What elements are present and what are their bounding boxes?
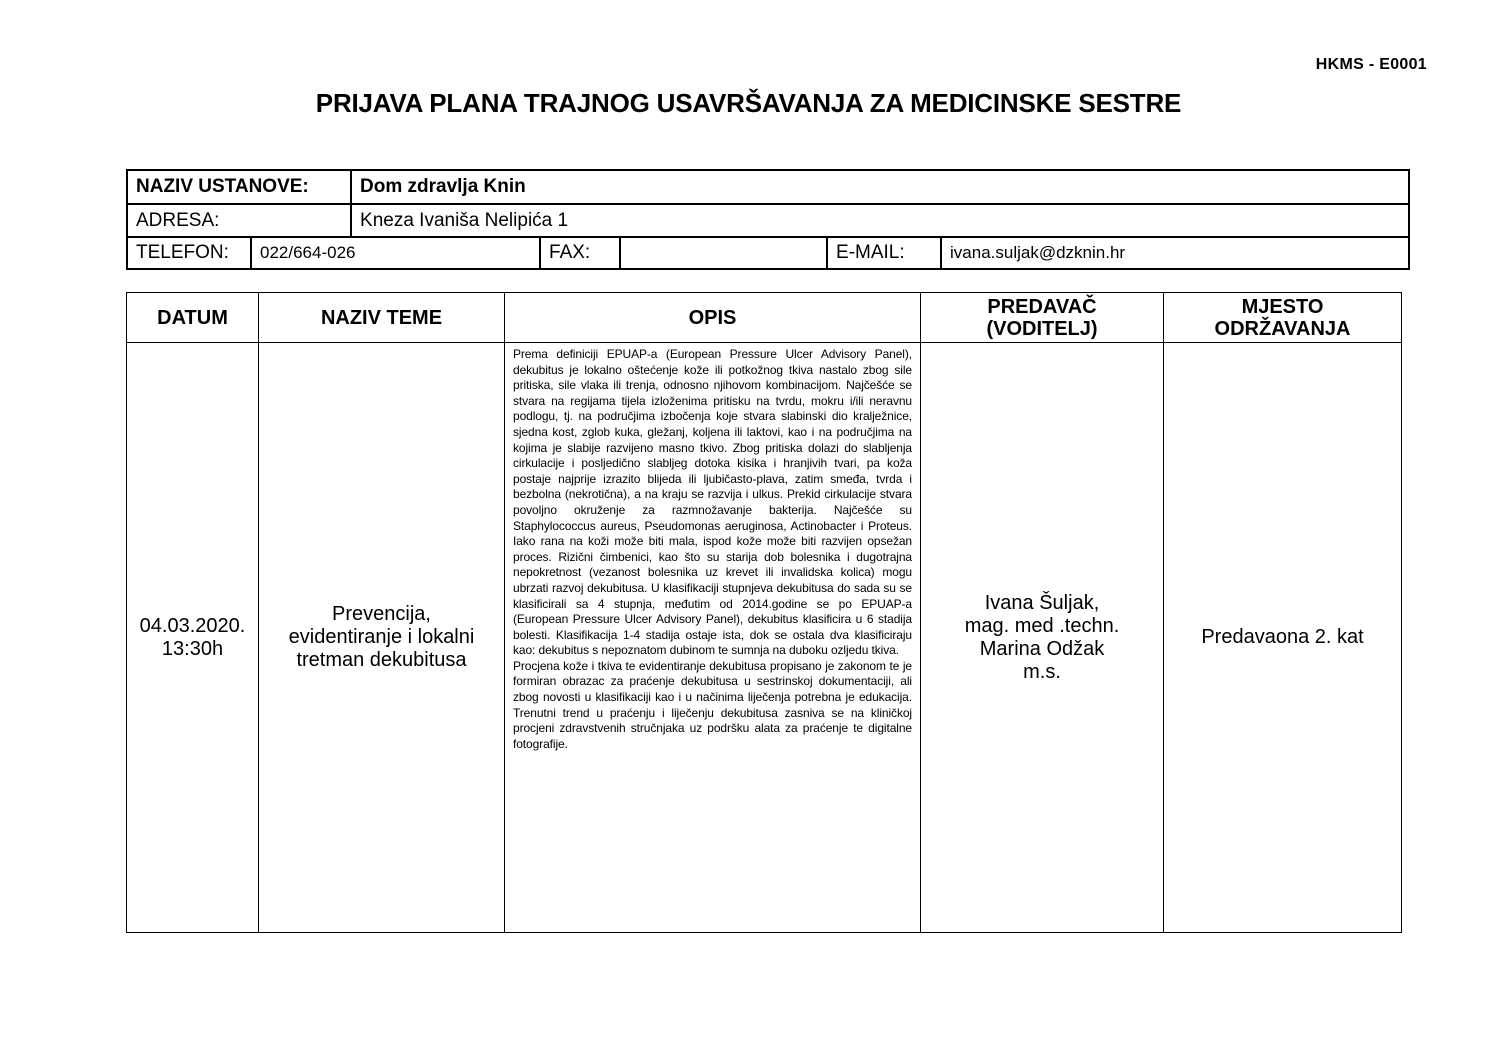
description-cell: [505, 343, 921, 933]
phone-label: TELEFON:: [127, 237, 251, 269]
fax-value: [620, 237, 827, 269]
lecturer-line-2: mag. med .techn.: [964, 614, 1120, 637]
column-header-datum: DATUM: [127, 293, 259, 343]
column-header-mjesto: [1164, 293, 1402, 343]
page-title: PRIJAVA PLANA TRAJNOG USAVRŠAVANJA ZA MEDICINSKE SESTRE: [315, 88, 1182, 118]
phone-value: 022/664-026: [251, 237, 540, 269]
education-plan-table: [126, 292, 1402, 933]
date-value: 04.03.2020.: [139, 614, 246, 637]
email-label: E-MAIL:: [827, 237, 941, 269]
topic-line-3: tretman dekubitusa: [296, 649, 467, 671]
lecturer-line-4: m.s.: [1023, 660, 1061, 683]
lecturer-line-3: Marina Odžak: [979, 637, 1105, 660]
topic-line-1: Prevencija,: [332, 603, 431, 625]
location-cell: [1164, 343, 1402, 933]
topic-cell: [259, 343, 505, 933]
email-value: ivana.suljak@dzknin.hr: [941, 237, 1409, 269]
topic-line-2: evidentiranje i lokalni: [288, 626, 475, 648]
institution-name-row: [127, 170, 1409, 204]
institution-contact-row: [127, 237, 1409, 269]
table-row: [127, 343, 1402, 933]
institution-info-table: [126, 169, 1410, 270]
predavac-header-line-1: PREDAVAČ: [987, 295, 1097, 318]
column-header-predavac: [921, 293, 1164, 343]
lecturer-cell: [921, 343, 1164, 933]
fax-label: FAX:: [540, 237, 620, 269]
description-paragraph-2: Procjena kože i tkiva te evidentiranje dekubitusa propisano je zakonom te je formiran obrazac za praćenje dekubitusa u sestrinskoj dokumentaciji, ali zbog novosti u klasifikaciji kao i u načinima liječenja potrebna je edukacija. Trenutni trend u praćenju i liječenju dekubitusa zasniva se na kliničkoj procjeni zdravstvenih stručnjaka uz podršku alata za praćenje te digitalne fotografije.: [513, 658, 912, 751]
column-header-opis: OPIS: [505, 293, 921, 343]
institution-name-label: NAZIV USTANOVE:: [127, 170, 351, 204]
mjesto-header-line-2: ODRŽAVANJA: [1214, 317, 1351, 340]
date-cell: [127, 343, 259, 933]
institution-name-value: Dom zdravlja Knin: [351, 170, 1409, 204]
institution-address-row: [127, 204, 1409, 237]
lecturer-line-1: Ivana Šuljak,: [984, 591, 1100, 614]
address-value: Kneza Ivaniša Nelipića 1: [351, 204, 1409, 237]
description-paragraph-1: Prema definiciji EPUAP-a (European Pressure Ulcer Advisory Panel), dekubitus je lokalno oštećenje kože ili potkožnog tkiva nastalo zbog sile pritiska, sile vlaka ili trenja, odnosno njihovom kombinacijom. Najčešće se stvara na regijama tijela izloženima pritisku na tvrdu, mokru i/ili neravnu podlogu, tj. na područjima izbočenja koje stvara slabinski dio kralježnice, sjedna kost, zglob kuka, gležanj, koljena ili laktovi, kao i na područjima na kojima je slabije razvijeno masno tkivo. Zbog pritiska dolazi do slabljenja cirkulacije i posljedično slabljeg dotoka kisika i hranjivih tvari, pa koža postaje najprije izrazito blijeda ili ljubičasto-plava, zatim smeđa, tvrda i bezbolna (nekrotična), a na kraju se razvija i ulkus. Prekid cirkulacije stvara povoljno okruženje za razmnožavanje bakterija. Najčešće su Staphylococcus aureus, Pseudomonas aeruginosa, Actinobacter i Proteus. Iako rana na koži može biti mala, ispod kože može biti razvijen opsežan proces. Rizični čimbenici, kao što su starija dob bolesnika i dugotrajna nepokretnost (vezanost bolesnika uz krevet ili invalidska kolica) mogu ubrzati razvoj dekubitusa. U klasifikaciji stupnjeva dekubitusa do sada su se klasificirali sa 4 stupnja, međutim od 2014.godine se po EPUAP-a (European Pressure Ulcer Advisory Panel), dekubitus klasificira u 6 stadija bolesti. Klasifikacija 1-4 stadija ostaje ista, dok se ostala dva klasificiraju kao: dekubitus s nepoznatom dubinom te sumnja na duboku ozljedu tkiva.: [513, 347, 912, 658]
location-value: Predavaona 2. kat: [1201, 626, 1364, 648]
time-value: 13:30h: [161, 637, 224, 660]
form-code: HKMS - E0001: [1315, 56, 1427, 73]
mjesto-header-line-1: MJESTO: [1241, 295, 1324, 318]
predavac-header-line-2: (VODITELJ): [986, 317, 1098, 340]
address-label: ADRESA:: [127, 204, 351, 237]
column-header-naziv-teme: NAZIV TEME: [259, 293, 505, 343]
plan-header-row: [127, 293, 1402, 343]
